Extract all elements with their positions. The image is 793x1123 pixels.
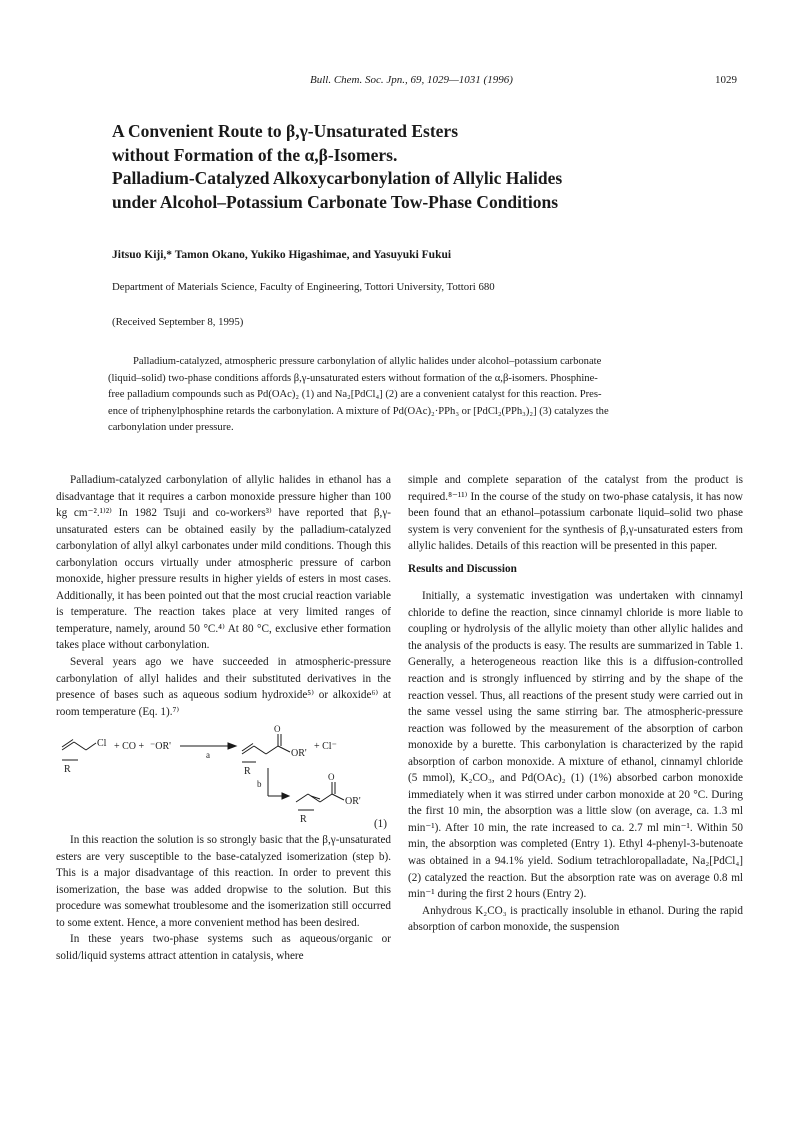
body-paragraph: Palladium-catalyzed carbonylation of allylic halides in ethanol has a disadvantage that it requires a carbon monoxide pressure higher than 100 kg cm⁻².¹⁾²⁾ In 1982 Tsuji and co-workers³⁾ have reported that β,γ-unsaturated esters can be obtained easily by the palladium-catalyzed carbonylation of allyl alkyl carbonates under mild conditions. Though this carbonylation occurs virtually under atmospheric pressure of carbon monoxide, higher pressure results in higher yields of esters in most cases. Additionally, it has been pointed out that the most crucial reaction variable is temperature. The reaction takes place at very limited ranges of temperature, namely, around 50 °C.⁴⁾ At 80 °C, exclusive ether formation takes place without carbonylation. <box>56 474 391 652</box>
reaction-scheme-drawing <box>56 724 391 832</box>
step-a-label: a <box>206 750 210 761</box>
abstract-line: (liquid–solid) two-phase conditions affords β,γ-unsaturated esters without formation of the α,β-isomers. Phosphine- <box>108 372 598 384</box>
body-paragraph: Anhydrous K₂CO₃ is practically insoluble in ethanol. During the rapid absorption of carbon monoxide, the suspension <box>408 904 743 934</box>
reaction-scheme <box>56 724 391 832</box>
chloride-label: Cl <box>97 738 107 750</box>
article-title <box>112 120 732 214</box>
alkoxide-label: ⁻OR' <box>150 741 171 753</box>
ester-group-label: OR' <box>345 796 361 808</box>
arrow-a <box>180 743 236 749</box>
body-paragraph: Several years ago we have succeeded in atmospheric-pressure carbonylation of allyl halides and their substituted derivatives in the presence of bases such as aqueous sodium hydroxide⁵⁾ or alkoxide⁶⁾ at room temperature (Eq. 1).⁷⁾ <box>56 656 391 718</box>
body-paragraph: In these years two-phase systems such as aqueous/organic or solid/liquid systems attract attention in catalysis, where <box>56 933 391 963</box>
author-list: Jitsuo Kiji,* Tamon Okano, Yukiko Higashimae, and Yasuyuki Fukui <box>112 249 452 261</box>
affiliation: Department of Materials Science, Faculty of Engineering, Tottori University, Tottori 680 <box>112 281 495 293</box>
step-b-label: b <box>257 779 262 790</box>
carbonyl-oxygen-label: O <box>328 772 335 783</box>
ester-group-label: OR' <box>291 748 307 760</box>
running-header <box>0 74 793 90</box>
page-number: 1029 <box>715 74 737 86</box>
body-paragraph: Initially, a systematic investigation was undertaken with cinnamyl chloride to define the reaction, since cinnamyl chloride is more liable to coupling or hydrolysis of the allylic moiety than other allylic halides and the analysis of the products is easy. The results are summarized in Table 1. Generally, a heterogeneous reaction like this is a diffusion-controlled reaction and is strongly influenced by stirring and by the shape of the reaction vessel. Thus, all reactions of the present study were carried out in the same vessel using the same stirring bar. The atmospheric-pressure reaction was followed by the measurement of the absorption of carbon monoxide by a burette. This carbonylation is characterized by the rapid absorption of carbon monoxide. A mixture of ethanol, cinnamyl chloride (5 mmol), K₂CO₃, and Pd(OAc)₂ (1) (1%) absorbed carbon monoxide immediately when it was stirred under carbon monoxide at 20 °C. During the first 10 min, the absorption was a little slow (on average, ca. 1.3 ml min⁻¹). After 10 min, the rate increased to ca. 2.7 ml min⁻¹. Within 50 min, the absorption was completed (Entry 1). Ethyl 4-phenyl-3-butenoate was obtained in a 94.1% yield. Sodium tetrachloropalladate, Na₂[PdCl₄] (2) catalyzed the reaction. But the absorption rate was on average 0.8 ml min⁻¹ during the first 2 hours (Entry 2). <box>408 590 743 901</box>
right-column <box>408 472 743 936</box>
allyl-halide-structure <box>62 740 96 761</box>
title-line: Palladium-Catalyzed Alkoxycarbonylation of Allylic Halides <box>112 168 563 188</box>
abstract <box>108 354 690 437</box>
title-line: under Alcohol–Potassium Carbonate Tow-Phase Conditions <box>112 191 559 212</box>
abstract-line: free palladium compounds such as Pd(OAc)₂ (1) and Na₂[PdCl₄] (2) are a convenient catalyst for this reaction. Pres- <box>108 389 602 401</box>
equation-number: (1) <box>373 817 387 830</box>
arrow-b <box>268 768 289 799</box>
substituent-label: R <box>64 764 71 776</box>
journal-citation: Bull. Chem. Soc. Jpn., 69, 1029—1031 (1996) <box>310 74 513 86</box>
reagents-label: + CO + <box>114 741 145 753</box>
chloride-ion-label: + Cl⁻ <box>314 741 337 753</box>
title-line: without Formation of the α,β-Isomers. <box>112 144 398 165</box>
abstract-line: Palladium-catalyzed, atmospheric pressure carbonylation of allylic halides under alcohol–potassium carbonate <box>133 356 602 367</box>
beta-gamma-ester-structure <box>242 734 290 762</box>
carbonyl-oxygen-label: O <box>274 724 281 735</box>
abstract-line: ence of triphenylphosphine retards the carbonylation. A mixture of Pd(OAc)₂·PPh₃ or [PdCl₂(PPh₃)₂] (3) catalyzes the <box>108 405 609 417</box>
substituent-label: R <box>244 766 251 778</box>
body-paragraph: In this reaction the solution is so strongly basic that the β,γ-unsaturated esters are very susceptible to the base-catalyzed isomerization (step b). This is a major disadvantage of this reaction. In order to prevent this isomerization, the base was added dropwise to the solution. But this procedure was somewhat troublesome and the isomerization still occurred to some extent. Hence, a more convenient method has been desired. <box>56 834 391 929</box>
alpha-beta-ester-structure <box>296 782 344 810</box>
left-column <box>56 472 391 965</box>
body-paragraph: simple and complete separation of the catalyst from the product is required.⁸⁻¹¹⁾ In the course of the study on two-phase catalysis, it has now been found that an ethanol–potassium carbonate liquid–solid two phase system is very convenient for the synthesis of β,γ-unsaturated esters from allylic halides. Details of this reaction will be presented in this paper. <box>408 474 743 553</box>
abstract-line: carbonylation under pressure. <box>108 422 234 434</box>
received-date: (Received September 8, 1995) <box>112 316 244 328</box>
section-heading: Results and Discussion <box>408 562 517 575</box>
title-line: A Convenient Route to β,γ-Unsaturated Esters <box>112 121 459 141</box>
substituent-label: R <box>300 814 307 826</box>
